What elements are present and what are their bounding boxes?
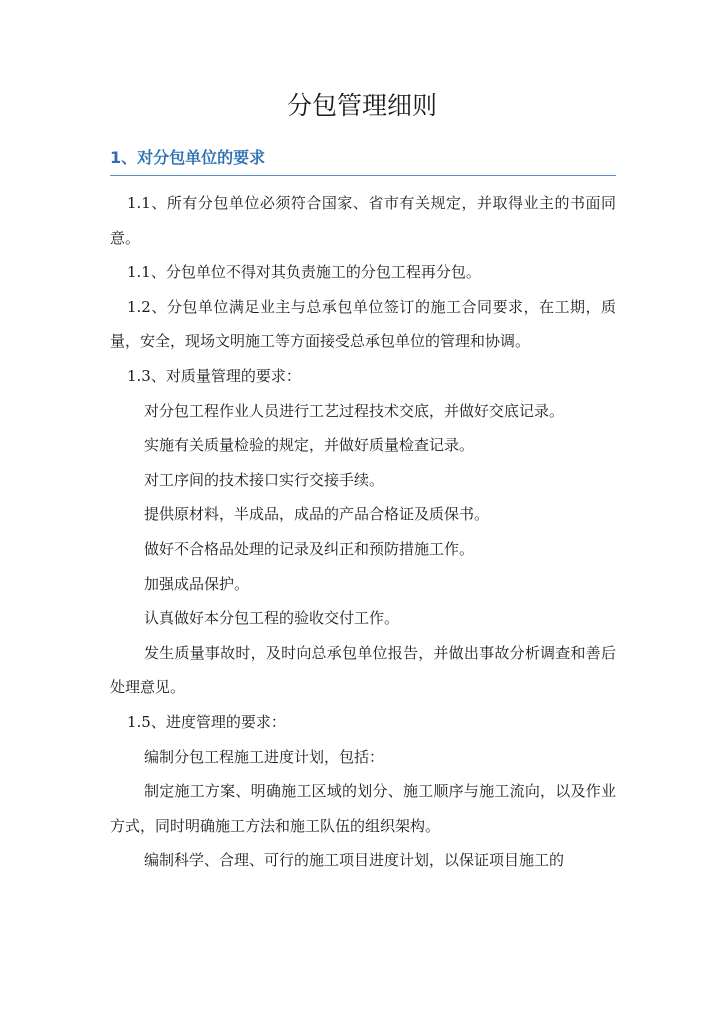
paragraph-1-1-approval: 1.1、所有分包单位必须符合国家、省市有关规定，并取得业主的书面同意。 <box>110 194 616 247</box>
paragraph-schedule-compile: 编制科学、合理、可行的施工项目进度计划，以保证项目施工的 <box>144 851 565 870</box>
section-heading: 1、对分包单位的要求 <box>110 148 266 167</box>
paragraph-1-3-quality-heading: 1.3、对质量管理的要求： <box>127 366 301 385</box>
heading-underline <box>110 175 616 176</box>
paragraph-certificates: 提供原材料，半成品，成品的产品合格证及质保书。 <box>144 505 490 524</box>
paragraph-1-1-no-subcontract: 1.1、分包单位不得对其负责施工的分包工程再分包。 <box>127 263 481 282</box>
paragraph-acceptance: 认真做好本分包工程的验收交付工作。 <box>144 609 400 628</box>
paragraph-construction-scheme: 制定施工方案、明确施工区域的划分、施工顺序与施工流向，以及作业方式，同时明确施工方法和施工队伍的组织架构。 <box>110 782 616 835</box>
paragraph-product-protection: 加强成品保护。 <box>144 574 250 593</box>
paragraph-quality-briefing: 对分包工程作业人员进行工艺过程技术交底，并做好交底记录。 <box>144 401 565 420</box>
paragraph-nonconforming: 做好不合格品处理的记录及纠正和预防措施工作。 <box>144 539 475 558</box>
paragraph-quality-accident: 发生质量事故时，及时向总承包单位报告，并做出事故分析调查和善后处理意见。 <box>110 643 616 697</box>
paragraph-quality-inspection: 实施有关质量检验的规定，并做好质量检查记录。 <box>144 436 475 455</box>
paragraph-schedule-plan: 编制分包工程施工进度计划，包括： <box>144 747 385 766</box>
paragraph-1-2-contract: 1.2、分包单位满足业主与总承包单位签订的施工合同要求，在工期，质量，安全，现场文明施工等方面接受总承包单位的管理和协调。 <box>110 297 616 351</box>
document-body <box>110 186 616 878</box>
paragraph-process-handover: 对工序间的技术接口实行交接手续。 <box>144 470 385 489</box>
paragraph-1-5-schedule-heading: 1.5、进度管理的要求： <box>127 712 286 731</box>
document-title: 分包管理细则 <box>286 91 437 120</box>
